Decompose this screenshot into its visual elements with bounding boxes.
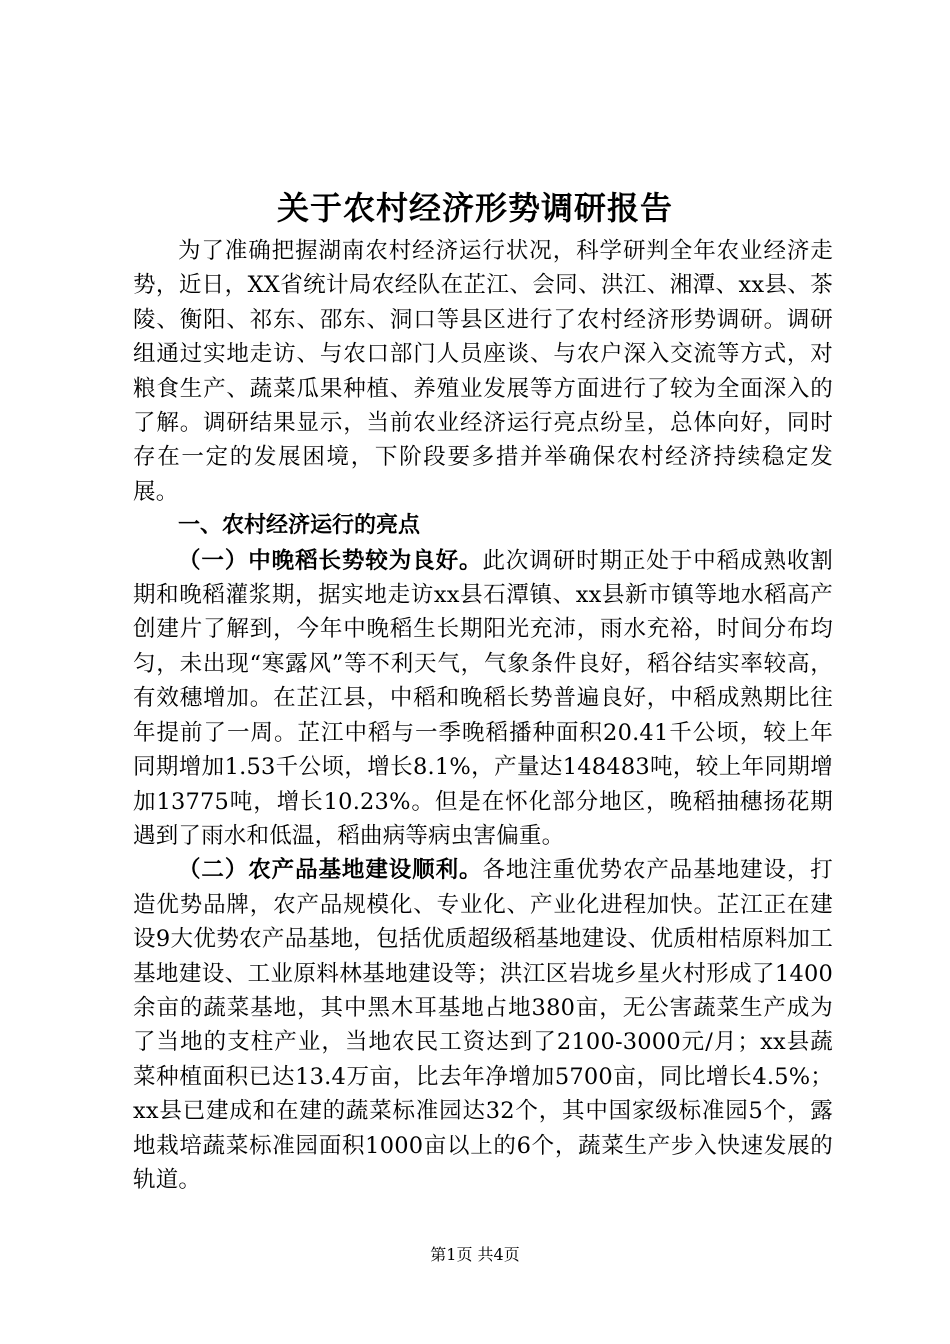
page-footer: 第1页 共4页 bbox=[430, 1245, 520, 1264]
section-heading: 一、农村经济运行的亮点 bbox=[178, 513, 421, 539]
item-2-text: 各地注重优势农产品基地建设，打造优势品牌，农产品规模化、专业化、产业化进程加快。芷江正在建设9大优势农产品基地，包括优质超级稻基地建设、优质柑桔原料加工基地建设、工业原料林基地建设等；洪江区岩垅乡星火村形成了1400余亩的蔬菜基地，其中黑木耳基地占地380亩，无公害蔬菜生产成为了当地的支柱产业，当地农民工资达到了2100-3000元/月；xx县蔬菜种植面积已达13.4万亩，比去年净增加5700亩，同比增长4.5%；xx县已建成和在建的蔬菜标准园达32个，其中国家级标准园5个，露地栽培蔬菜标准园面积1000亩以上的6个，蔬菜生产步入快速发展的轨道。 bbox=[133, 857, 833, 1193]
paragraph-item-1 bbox=[133, 544, 833, 854]
item-1-text: 此次调研时期正处于中稻成熟收割期和晚稻灌浆期，据实地走访xx县石潭镇、xx县新市镇等地水稻高产创建片了解到，今年中晚稻生长期阳光充沛，雨水充裕，时间分布均匀，未出现“寒露风”等不利天气，气象条件良好，稻谷结实率较高，有效穗增加。在芷江县，中稻和晚稻长势普遍良好，中稻成熟期比往年提前了一周。芷江中稻与一季晚稻播种面积20.41千公顷，较上年同期增加1.53千公顷，增长8.1%，产量达148483吨，较上年同期增加13775吨，增长10.23%。但是在怀化部分地区，晚稻抽穗扬花期遇到了雨水和低温，稻曲病等病虫害偏重。 bbox=[133, 547, 833, 849]
intro-paragraph: 为了准确把握湖南农村经济运行状况，科学研判全年农业经济走势，近日，XX省统计局农经队在芷江、会同、洪江、湘潭、xx县、茶陵、衡阳、祁东、邵东、洞口等县区进行了农村经济形势调研。调研组通过实地走访、与农口部门人员座谈、与农户深入交流等方式，对粮食生产、蔬菜瓜果种植、养殖业发展等方面进行了较为全面深入的了解。调研结果显示，当前农业经济运行亮点纷呈，总体向好，同时存在一定的发展困境，下阶段要多措并举确保农村经济持续稳定发展。 bbox=[133, 238, 833, 505]
item-2-lead: （二）农产品基地建设顺利。 bbox=[178, 857, 483, 884]
document-title: 关于农村经济形势调研报告 bbox=[276, 189, 673, 227]
paragraph-item-2 bbox=[133, 853, 833, 1197]
item-1-lead: （一）中晚稻长势较为良好。 bbox=[178, 547, 483, 574]
document-body bbox=[133, 234, 833, 1197]
